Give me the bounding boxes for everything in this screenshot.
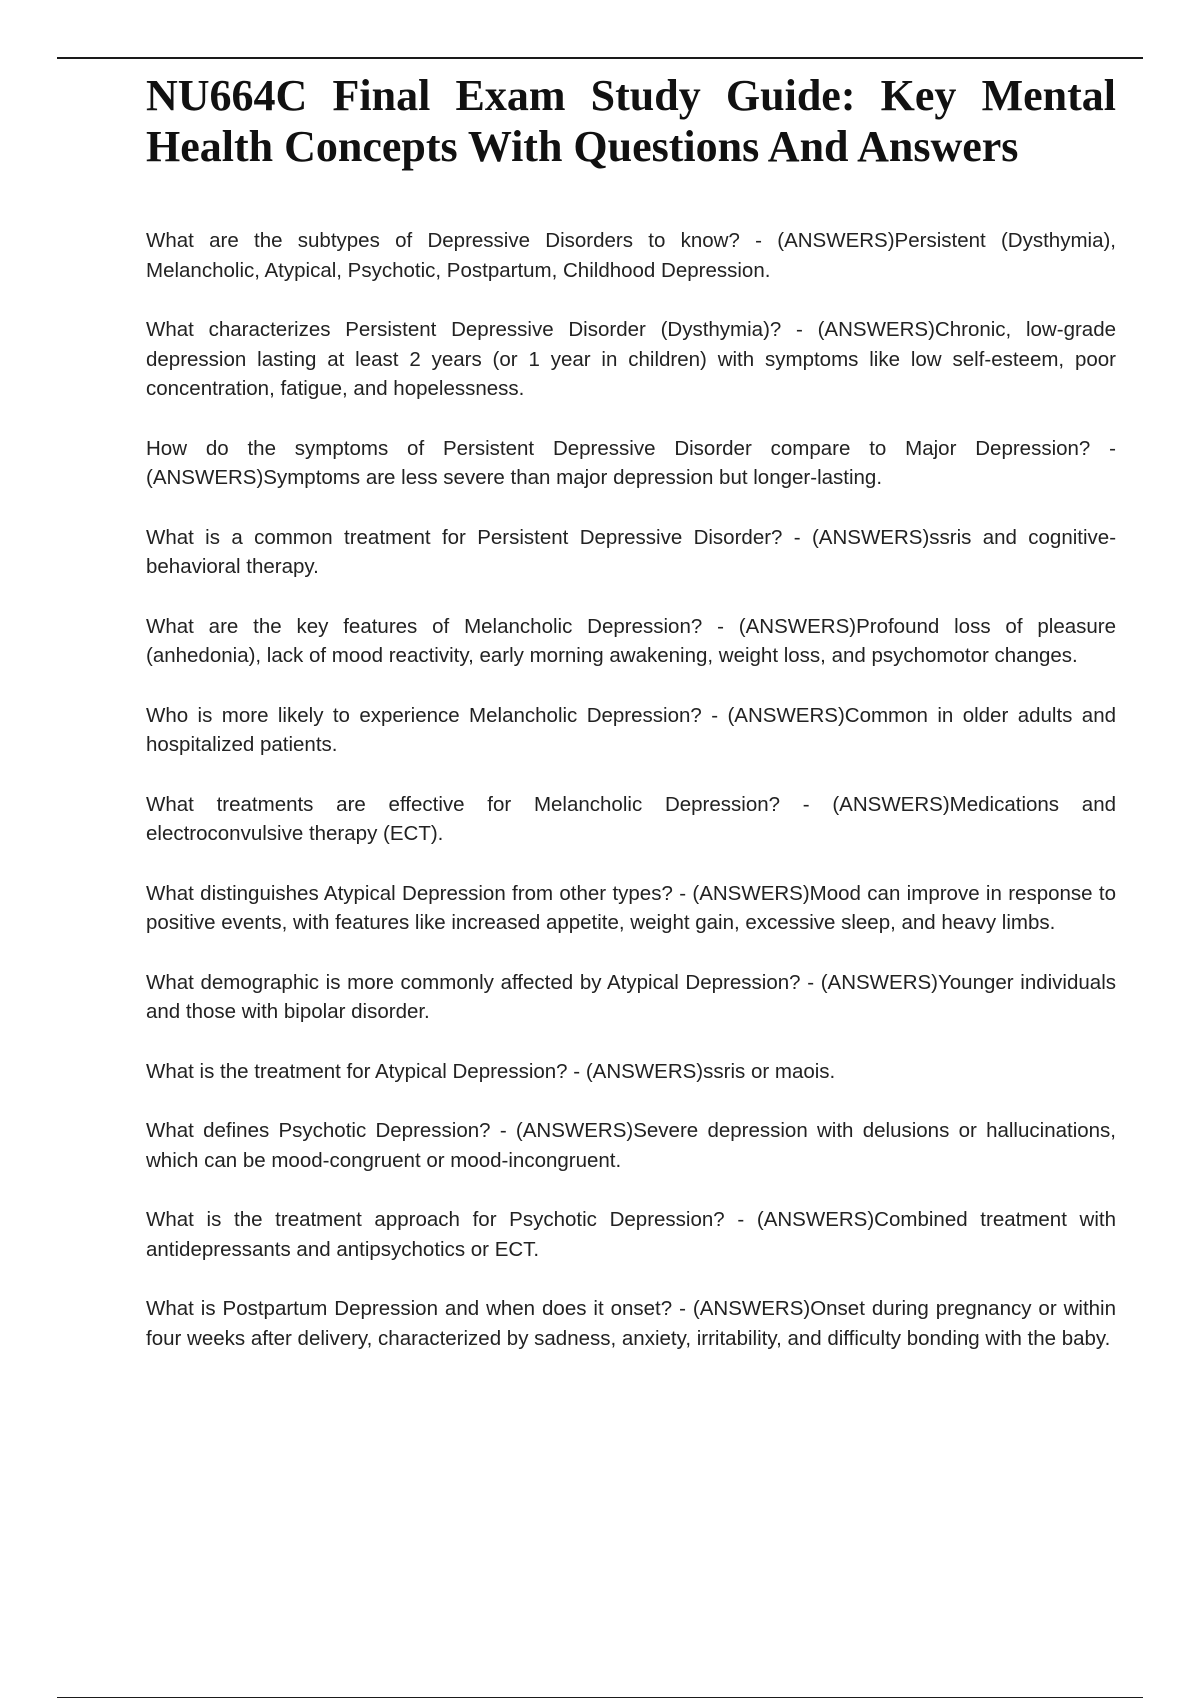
answer-text: (ANSWERS)ssris or maois. (585, 1059, 836, 1083)
question-text: What is the treatment for Atypical Depression? (146, 1059, 568, 1083)
question-text: How do the symptoms of Persistent Depressive Disorder compare to Major Depression? (146, 436, 1091, 460)
answer-text: (ANSWERS)Onset during pregnancy or within four weeks after delivery, characterized by sadness, anxiety, irritability, and difficulty bonding with the baby. (146, 1297, 1117, 1350)
answer-text: (ANSWERS)Persistent (Dysthymia), Melancholic, Atypical, Psychotic, Postpartum, Childhood Depression. (146, 229, 1117, 282)
qa-item (146, 523, 1116, 582)
separator: - (701, 703, 728, 727)
bottom-rule (57, 1697, 1143, 1698)
qa-item (146, 612, 1116, 671)
qa-list (146, 226, 1116, 1353)
qa-item (146, 1205, 1116, 1264)
qa-item (146, 879, 1116, 938)
qa-item (146, 1057, 1116, 1087)
question-text: What is Postpartum Depression and when does it onset? (146, 1297, 673, 1320)
answer-text: (ANSWERS)Combined treatment with antidepressants and antipsychotics or ECT. (146, 1208, 1117, 1261)
separator: - (490, 1119, 516, 1142)
qa-item (146, 434, 1116, 493)
separator: - (672, 1297, 693, 1320)
answer-text: (ANSWERS)Common in older adults and hospitalized patients. (146, 703, 1117, 756)
answer-text: (ANSWERS)Profound loss of pleasure (anhedonia), lack of mood reactivity, early morning awakening, weight loss, and psychomotor changes. (146, 614, 1116, 667)
qa-item (146, 790, 1116, 849)
question-text: What defines Psychotic Depression? (146, 1119, 491, 1142)
question-text: What are the key features of Melancholic Depression? (146, 614, 703, 638)
separator: - (782, 525, 812, 549)
document-body (146, 70, 1116, 1383)
separator: - (1090, 436, 1116, 460)
page-title: NU664C Final Exam Study Guide: Key Mental Health Concepts With Questions And Answers (146, 71, 1116, 171)
qa-item (146, 701, 1116, 760)
question-text: What treatments are effective for Melancholic Depression? (146, 792, 781, 816)
qa-item (146, 1116, 1116, 1175)
qa-item (146, 1294, 1116, 1353)
top-rule (57, 57, 1143, 59)
question-text: What is the treatment approach for Psychotic Depression? (146, 1208, 725, 1231)
answer-text: (ANSWERS)ssris and cognitive-behavioral therapy. (146, 525, 1117, 578)
separator: - (724, 1208, 757, 1231)
separator: - (702, 614, 739, 638)
qa-item (146, 315, 1116, 404)
answer-text: (ANSWERS)Medications and electroconvulsive therapy (ECT). (146, 792, 1116, 845)
separator: - (672, 881, 693, 905)
qa-item (146, 226, 1116, 285)
answer-text: (ANSWERS)Symptoms are less severe than major depression but longer-lasting. (146, 466, 883, 489)
qa-item (146, 968, 1116, 1027)
separator: - (739, 229, 778, 252)
answer-text: (ANSWERS)Severe depression with delusions or hallucinations, which can be mood-congruent or mood-incongruent. (146, 1119, 1116, 1172)
question-text: What is a common treatment for Persistent Depressive Disorder? (146, 525, 783, 549)
answer-text: (ANSWERS)Younger individuals and those with bipolar disorder. (146, 970, 1116, 1023)
separator: - (567, 1059, 586, 1083)
answer-text: (ANSWERS)Chronic, low-grade depression lasting at least 2 years (or 1 year in children) with symptoms like low self-esteem, poor concentration, fatigue, and hopelessness. (146, 318, 1116, 400)
separator: - (781, 318, 818, 341)
question-text: What distinguishes Atypical Depression from other types? (146, 881, 673, 905)
question-text: What characterizes Persistent Depressive Disorder (Dysthymia)? (146, 318, 782, 341)
answer-text: (ANSWERS)Mood can improve in response to positive events, with features like increased appetite, weight gain, excessive sleep, and heavy limbs. (146, 881, 1116, 934)
separator: - (780, 792, 833, 816)
question-text: What are the subtypes of Depressive Disorders to know? (146, 229, 740, 252)
separator: - (800, 970, 821, 994)
question-text: Who is more likely to experience Melancholic Depression? (146, 703, 702, 727)
question-text: What demographic is more commonly affected by Atypical Depression? (146, 970, 801, 994)
